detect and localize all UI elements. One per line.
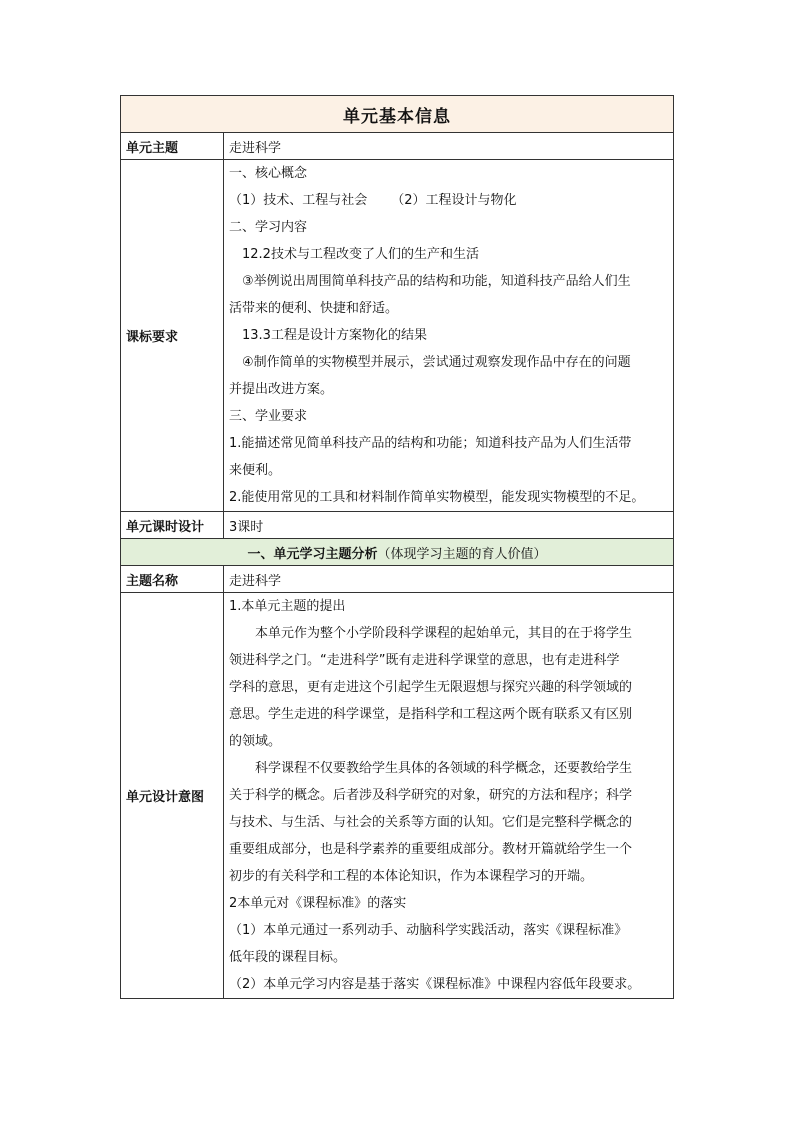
core-concept-heading: 一、核心概念 <box>229 166 308 181</box>
standards-label: 课标要求 <box>121 160 224 512</box>
item-12-2-detail-2: 活带来的便利、快捷和舒适。 <box>229 301 399 316</box>
core-item-1: （1）技术、工程与社会 <box>229 193 368 208</box>
item-13-3-detail-1: ④制作简单的实物模型并展示，尝试通过观察发现作品中存在的问题 <box>242 355 631 370</box>
theme-value: 走进科学 <box>224 133 674 160</box>
academic-heading: 三、学业要求 <box>229 409 308 424</box>
table-title: 单元基本信息 <box>121 96 674 133</box>
unit-info-table <box>120 95 674 999</box>
intent-p2-line2: 关于科学的概念。后者涉及科学研究的对象，研究的方法和程序；科学 <box>229 788 633 803</box>
table-row-theme <box>121 133 674 160</box>
academic-1-line1: 1.能描述常见简单科技产品的结构和功能；知道科技产品为人们生活带 <box>229 436 632 451</box>
academic-2: 2.能使用常见的工具和材料制作简单实物模型，能发现实物模型的不足。 <box>229 490 645 505</box>
section-header-note: （体现学习主题的育人价值） <box>377 546 547 562</box>
intent-p2-line5: 初步的有关科学和工程的本体论知识，作为本课程学习的开端。 <box>229 869 594 884</box>
academic-1-line2: 来便利。 <box>229 463 282 478</box>
standards-content <box>224 160 674 512</box>
hours-value: 3课时 <box>224 512 674 539</box>
section-header <box>121 539 674 566</box>
core-concept-items <box>229 187 668 214</box>
table-row-topic-name <box>121 566 674 593</box>
intent-p1-line4: 意思。学生走进的科学课堂，是指科学和工程这两个既有联系又有区别 <box>229 707 633 722</box>
section-header-row <box>121 539 674 566</box>
intent-p3-line2: 低年段的课程目标。 <box>229 950 347 965</box>
table-row-standards <box>121 160 674 512</box>
intent-p1-line3: 学科的意思，更有走进这个引起学生无限遐想与探究兴趣的科学领域的 <box>229 680 633 695</box>
item-12-2: 12.2技术与工程改变了人们的生产和生活 <box>242 247 479 262</box>
intent-p1-line1: 本单元作为整个小学阶段科学课程的起始单元，其目的在于将学生 <box>255 626 633 641</box>
intent-p1-line2: 领进科学之门。“走进科学”既有走进科学课堂的意思，也有走进科学 <box>229 653 620 668</box>
intent-heading-2: 2本单元对《课程标准》的落实 <box>229 896 407 911</box>
item-12-2-detail-1: ③举例说出周围简单科技产品的结构和功能，知道科技产品给人们生 <box>242 274 631 289</box>
hours-label: 单元课时设计 <box>121 512 224 539</box>
intent-p4: （2）本单元学习内容是基于落实《课程标准》中课程内容低年段要求。 <box>229 977 641 992</box>
core-item-2: （2）工程设计与物化 <box>391 193 517 208</box>
content-heading: 二、学习内容 <box>229 220 308 235</box>
theme-label: 单元主题 <box>121 133 224 160</box>
intent-p2-line1: 科学课程不仅要教给学生具体的各领域的科学概念，还要教给学生 <box>255 761 633 776</box>
item-13-3: 13.3工程是设计方案物化的结果 <box>242 328 427 343</box>
design-intent-content <box>224 593 674 999</box>
intent-p3-line1: （1）本单元通过一系列动手、动脑科学实践活动，落实《课程标准》 <box>229 923 628 938</box>
topic-name-label: 主题名称 <box>121 566 224 593</box>
section-header-bold: 一、单元学习主题分析 <box>247 546 378 562</box>
intent-heading-1: 1.本单元主题的提出 <box>229 599 346 614</box>
intent-p2-line4: 重要组成部分，也是科学素养的重要组成部分。教材开篇就给学生一个 <box>229 842 633 857</box>
table-row-hours <box>121 512 674 539</box>
topic-name-value: 走进科学 <box>224 566 674 593</box>
intent-p1-line5: 的领域。 <box>229 734 282 749</box>
title-row <box>121 96 674 133</box>
design-intent-label: 单元设计意图 <box>121 593 224 999</box>
intent-p2-line3: 与技术、与生活、与社会的关系等方面的认知。它们是完整科学概念的 <box>229 815 633 830</box>
item-13-3-detail-2: 并提出改进方案。 <box>229 382 334 397</box>
table-row-design-intent <box>121 593 674 999</box>
